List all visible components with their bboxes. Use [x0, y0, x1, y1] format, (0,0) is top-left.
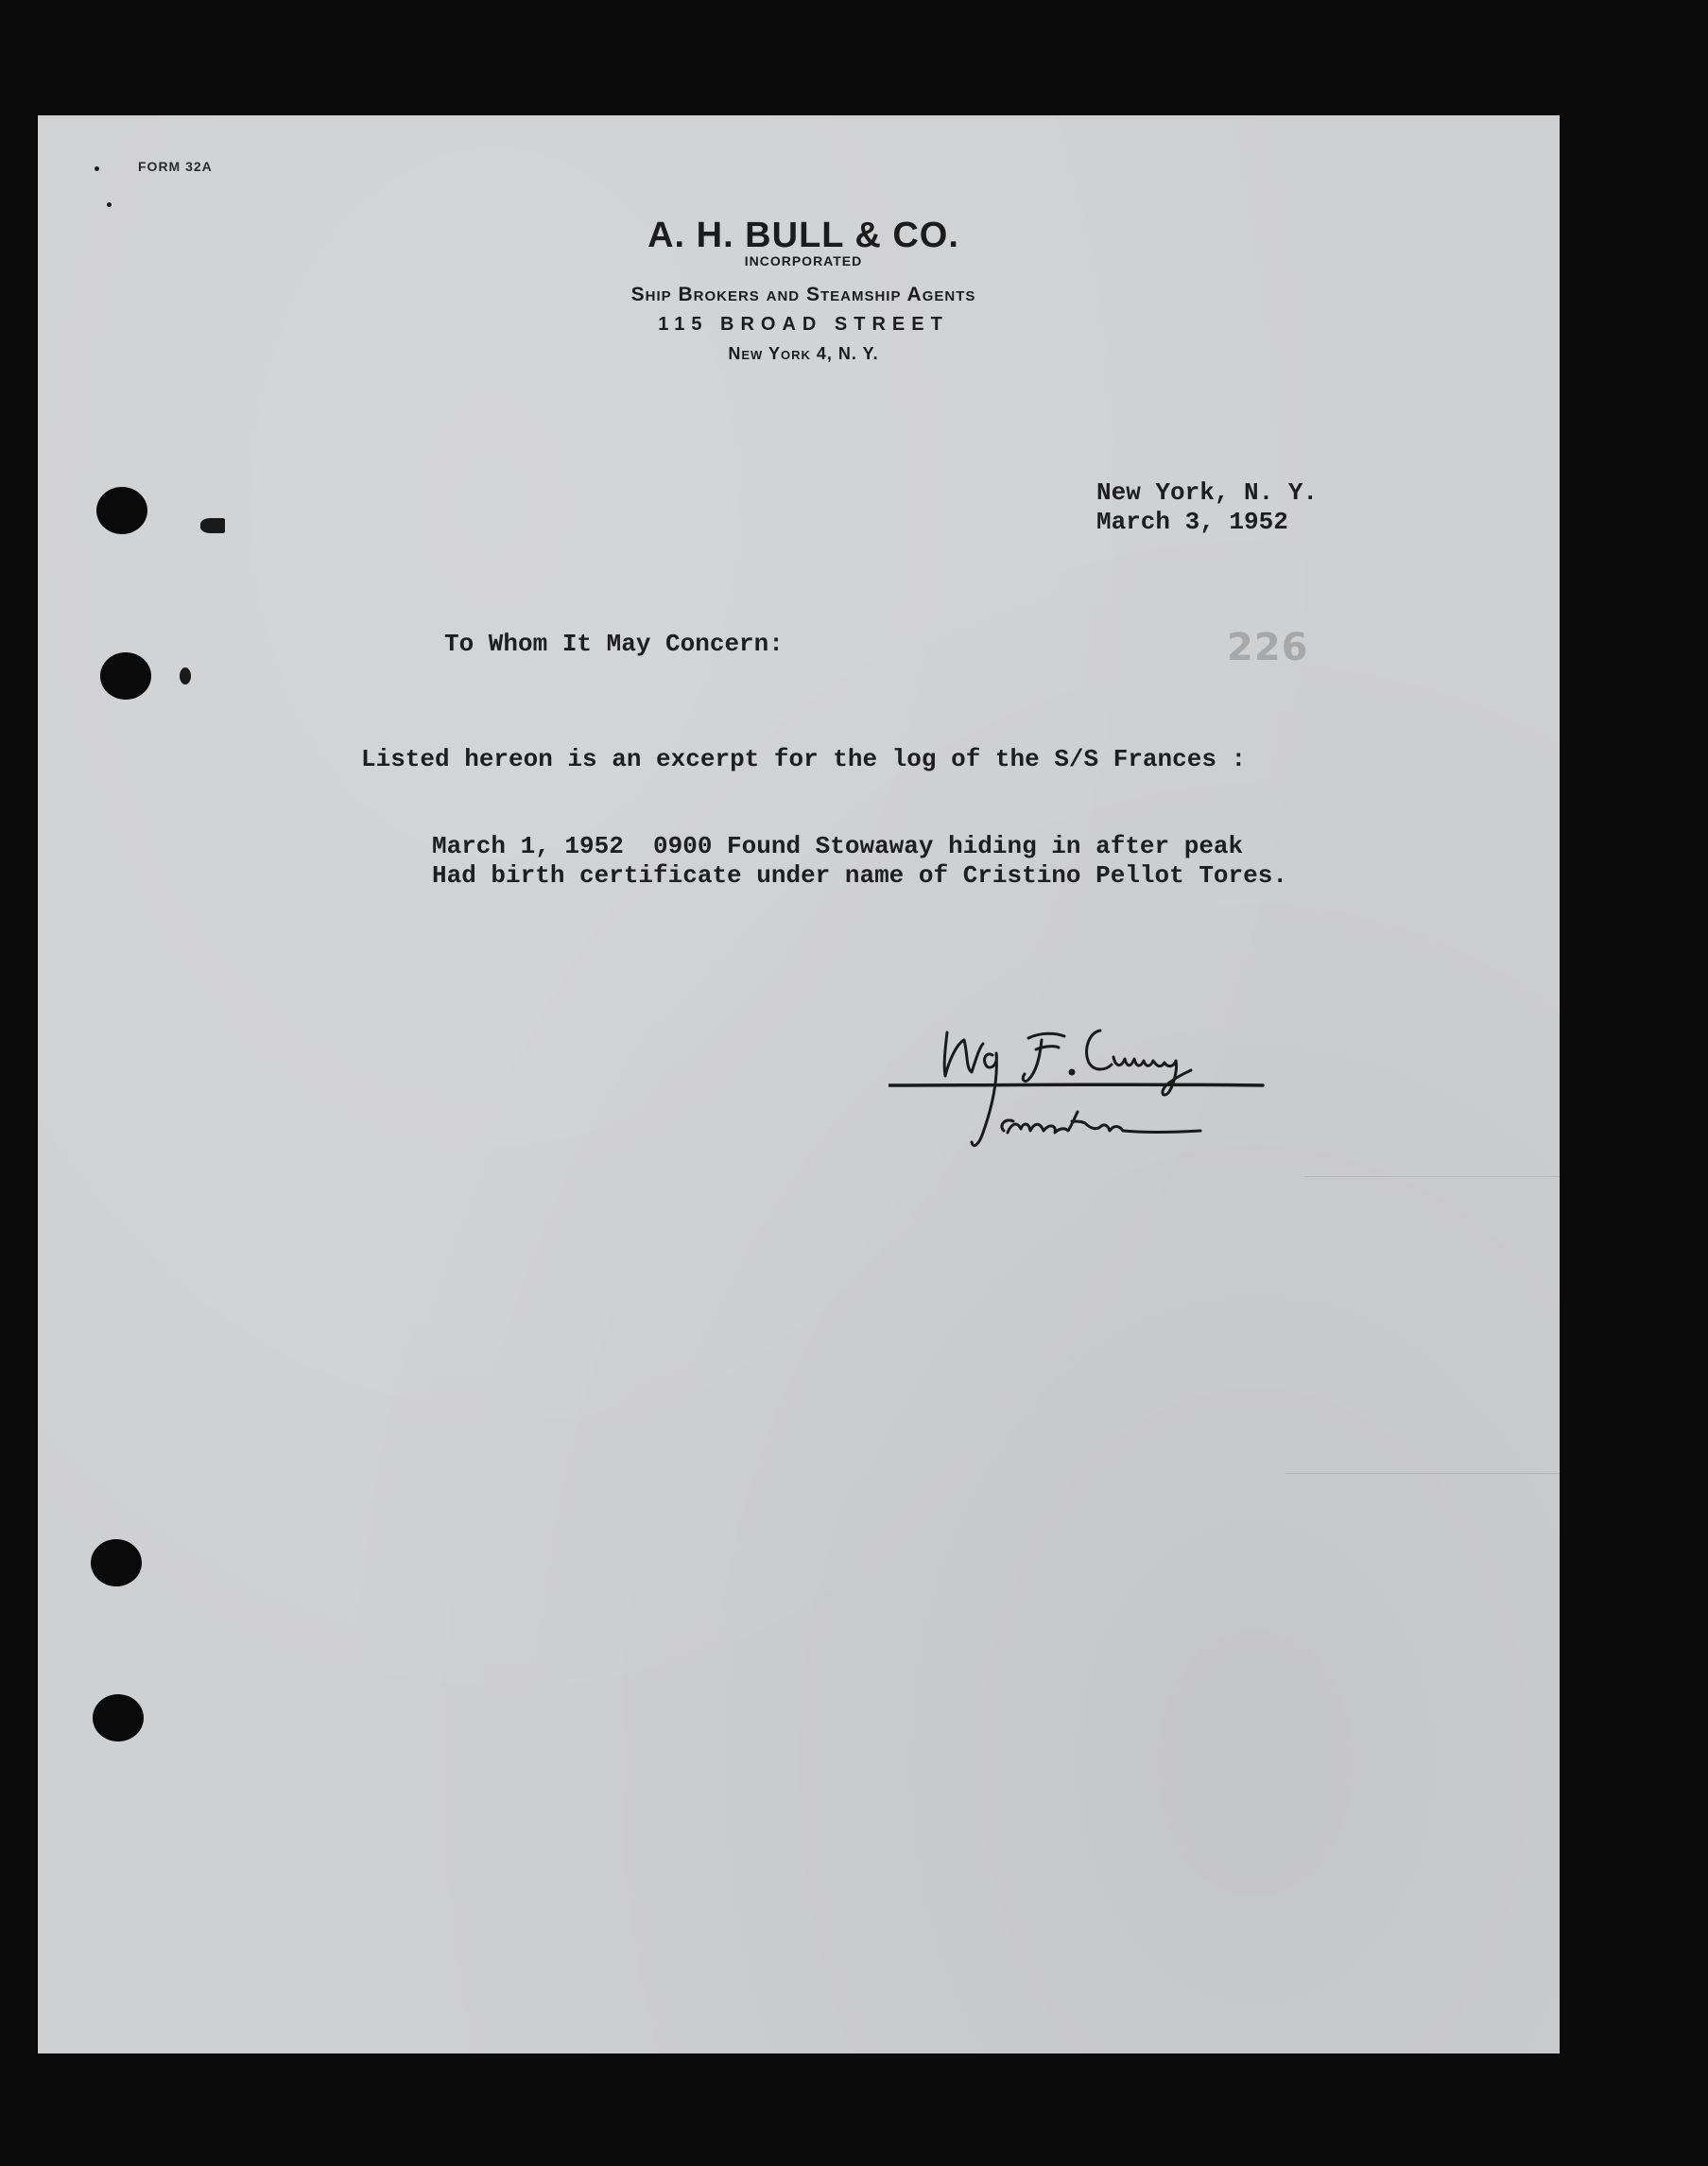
punch-hole [100, 652, 151, 700]
letter-sheet [38, 115, 1560, 2053]
punch-hole [91, 1539, 142, 1586]
form-number: FORM 32A [138, 159, 213, 174]
ink-mark [200, 518, 225, 533]
log-entry-line-2: Had birth certificate under name of Cristino Pellot Tores. [432, 861, 1287, 890]
fold-line [1285, 1473, 1560, 1474]
salutation: To Whom It May Concern: [444, 630, 784, 658]
letterhead-incorporated: INCORPORATED [744, 253, 863, 269]
letter-place: New York, N. Y. [1096, 478, 1319, 507]
letterhead-company: A. H. BULL & CO. [647, 216, 959, 255]
letterhead-street: 115 BROAD STREET [658, 314, 949, 335]
letterhead-business: Ship Brokers and Steamship Agents [630, 284, 976, 305]
letter-date: March 3, 1952 [1096, 508, 1288, 536]
punch-hole [96, 487, 147, 534]
punch-hole [93, 1694, 144, 1741]
ink-mark [180, 667, 191, 684]
intro-line: Listed hereon is an excerpt for the log of the S/S Frances : [361, 745, 1247, 773]
file-stamp-number: 226 [1227, 626, 1309, 669]
ink-mark [107, 202, 112, 207]
log-entry-line-1: March 1, 1952 0900 Found Stowaway hiding in after peak [432, 832, 1244, 860]
letterhead-city: New York 4, N. Y. [728, 344, 879, 363]
ink-mark [95, 166, 99, 171]
signature [889, 974, 1285, 1163]
fold-line [1304, 1176, 1560, 1177]
